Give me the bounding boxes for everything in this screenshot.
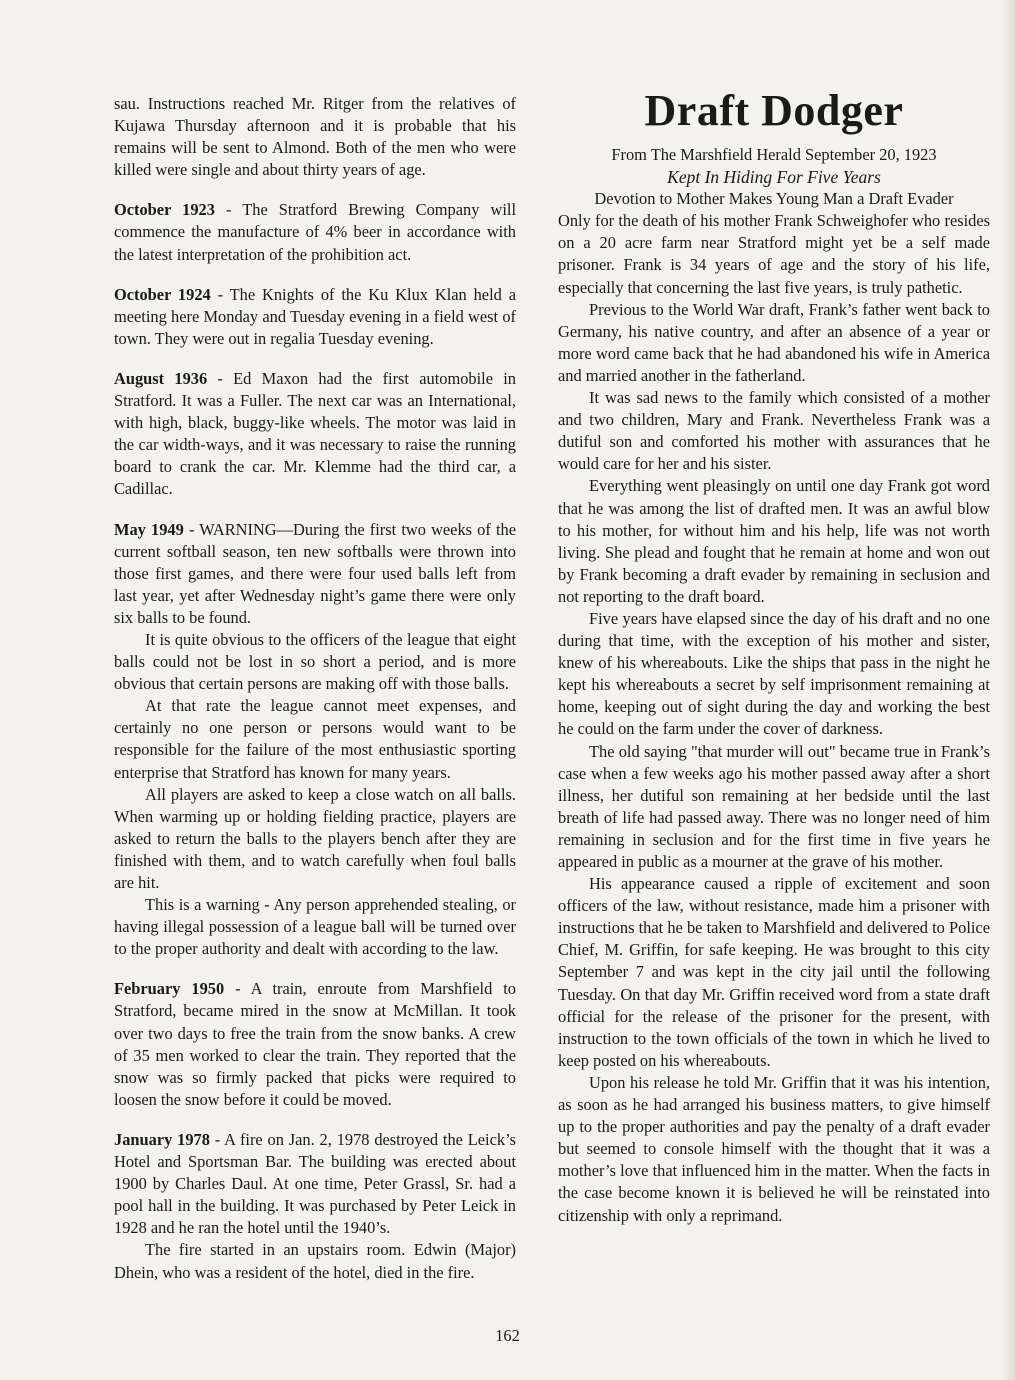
entry-date: October 1923 bbox=[114, 200, 215, 220]
article-paragraph: Previous to the World War draft, Frank’s father went back to Germany, his native country, and after an absence of a year or more word came back that he had abandoned his wife in America and married another in the fatherland. bbox=[558, 299, 990, 385]
article-paragraph: Everything went pleasingly on until one day Frank got word that he was among the list of drafted men. It was an awful blow to his mother, for without him and his help, life was not worth living. She plead and fought that he remain at home and won out by Frank becoming a draft evader by remaining in seclusion and not reporting to the draft board. bbox=[558, 476, 990, 606]
paragraph: It is quite obvious to the officers of the league that eight balls could not be lost in so short a period, and is more obvious that certain persons are making off with those balls. bbox=[114, 629, 516, 694]
article-paragraph: Only for the death of his mother Frank Schweighofer who resides on a 20 acre farm near Stratford might yet be a self made prisoner. Frank is 34 years of age and the story of his life, especially that concerning the last five years, is truly pathetic. bbox=[558, 211, 990, 297]
article-source: From The Marshfield Herald September 20, 1923 bbox=[611, 145, 937, 164]
article-paragraph: Five years have elapsed since the day of his draft and no one during that time, with the exception of his mother and sister, knew of his whereabouts. Like the ships that pass in the night he kept his whereabouts a secret by self imprisonment remaining at home, keeping out of sight during the day and working the best he could on the farm under the cover of darkness. bbox=[558, 608, 990, 739]
page-number: 162 bbox=[495, 1326, 520, 1345]
entry-text: - The Knights of the Ku Klux Klan held a meeting here Monday and Tuesday evening in a field west of town. They were out in regalia Tuesday evening. bbox=[114, 284, 516, 348]
intro-paragraph: sau. Instructions reached Mr. Ritger from the relatives of Kujawa Thursday afternoon and it is probable that his remains will be sent to Almond. Both of the men who were killed were single and about thirty years of age. bbox=[114, 94, 516, 180]
article-headline: Draft Dodger bbox=[644, 86, 904, 135]
entry-text: - A train, enroute from Marshfield to Stratford, became mired in the snow at McMillan. It took over two days to free the train from the snow banks. A crew of 35 men worked to clear the train. They reported that the snow was so firmly packed that picks were required to loosen the snow before it could be moved. bbox=[114, 979, 516, 1109]
entry-october-1924 bbox=[114, 284, 516, 350]
entry-august-1936 bbox=[114, 368, 516, 501]
left-column bbox=[114, 93, 516, 1284]
right-column bbox=[558, 86, 990, 1227]
entry-text: - A fire on Jan. 2, 1978 destroyed the Leick’s Hotel and Sportsman Bar. The building was erected about 1900 by Charles Daul. At one time, Peter Grassl, Sr. had a pool hall in the building. It was purchased by Peter Leick in 1928 and he ran the hotel until the 1940’s. bbox=[114, 1129, 517, 1238]
article-paragraph: Upon his release he told Mr. Griffin that it was his intention, as soon as he had arranged his business matters, to give himself up to the proper authorities and pay the penalty of a draft evader but seemed to console himself with the thought that it was a mother’s love that influenced him in the matter. When the facts in the case become known it is believed he will be reinstated into citizenship with only a reprimand. bbox=[558, 1072, 990, 1225]
entry-text: - The Stratford Brewing Company will commence the manufacture of 4% beer in accordance with the latest interpretation of the prohibition act. bbox=[114, 200, 516, 264]
entry-date: August 1936 bbox=[114, 368, 208, 388]
article-paragraph: The old saying "that murder will out" became true in Frank’s case when a few weeks ago his mother passed away after a short illness, her dutiful son remaining at her bedside until the last breath of life had passed away. There was no longer need of him remaining in seclusion and for the first time in five years he appeared in public as a mourner at the grave of his mother. bbox=[558, 741, 990, 871]
entry-january-1978 bbox=[114, 1129, 516, 1239]
entry-february-1950 bbox=[114, 978, 516, 1111]
entry-may-1949 bbox=[114, 519, 516, 629]
entry-text: - WARNING—During the first two weeks of the current softball season, ten new softballs were thrown into those first games, and there were four used balls left from last year, yet after Wednesday night’s game there were only six balls to be found. bbox=[114, 519, 516, 627]
entry-date: February 1950 bbox=[114, 979, 225, 999]
entry-date: May 1949 bbox=[114, 519, 184, 539]
entry-date: January 1978 bbox=[114, 1129, 210, 1149]
entry-date: October 1924 bbox=[114, 284, 211, 304]
article-deck: Devotion to Mother Makes Young Man a Draft Evader bbox=[594, 189, 954, 209]
article-paragraph: It was sad news to the family which consisted of a mother and two children, Mary and Frank. Nevertheless Frank was a dutiful son and comforted his mother with assurances that he would care for her and his sister. bbox=[558, 388, 990, 474]
entry-text: - Ed Maxon had the first automobile in Stratford. It was a Fuller. The next car was an International, with high, black, buggy-like wheels. The motor was laid in the car width-ways, and it was necessary to raise the running board to crank the car. Mr. Klemme had the third car, a Cadillac. bbox=[114, 368, 516, 499]
article-subhead: Kept In Hiding For Five Years bbox=[667, 167, 881, 188]
article-paragraph: His appearance caused a ripple of excitement and soon officers of the law, without resistance, made him a prisoner with instructions that he be taken to Marshfield and delivered to Police Chief, M. Griffin, for safe keeping. He was brought to this city September 7 and was kept in the city jail until the following Tuesday. On that day Mr. Griffin received word from a state draft official for the release of the prisoner for the present, with instruction to the town officials of the town in which he lived to keep posted on his whereabouts. bbox=[558, 874, 990, 1070]
paragraph: All players are asked to keep a close watch on all balls. When warming up or holding fielding practice, players are asked to return the balls to the players bench after they are finished with them, and to watch carefully when foul balls are hit. bbox=[114, 784, 516, 892]
paragraph: At that rate the league cannot meet expenses, and certainly no one person or persons would want to be responsible for the failure of the most enthusiastic sporting enterprise that Stratford has known for many years. bbox=[114, 696, 516, 782]
entry-october-1923 bbox=[114, 199, 516, 265]
paragraph: The fire started in an upstairs room. Edwin (Major) Dhein, who was a resident of the hotel, died in the fire. bbox=[114, 1240, 516, 1282]
paragraph: This is a warning - Any person apprehended stealing, or having illegal possession of a league ball will be turned over to the proper authority and dealt with according to the law. bbox=[114, 895, 516, 959]
page-edge-shadow bbox=[1001, 0, 1015, 1380]
